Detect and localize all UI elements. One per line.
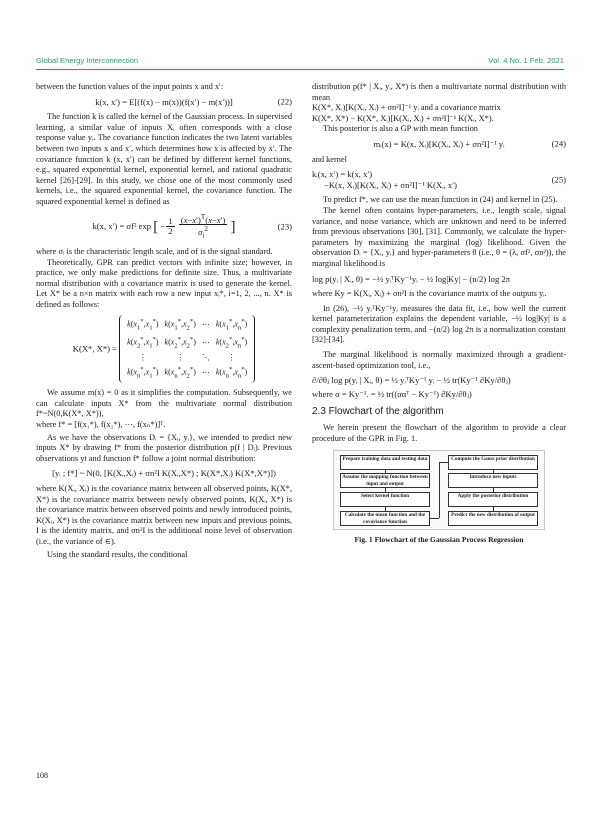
equation-body: mᵢ(x) = K(x, Xᵢ)[K(Xᵢ, Xᵢ) + σn²I]⁻¹ yᵢ	[373, 138, 505, 149]
kernel-matrix: $k(x_1^*,x_1^*)$ $k(x_1^*,x_2^*)$ ⋯ $k(x_1^*,x_n^*)$ $k(x_2^*,x_1^*)$ $k(x_2^*,x_2^*)$ ⋯ $k(x_2^*,x_n^*)$ ⋮ ⋮ ⋱ ⋮ $k(x_n^*,x_1^*)$ $k(x_n^*,x_2^*)$ ⋯ $k(x_n^*,x_n^*)$	[119, 315, 255, 384]
equation-number: (22)	[277, 96, 292, 107]
flow-arrow	[385, 469, 386, 473]
left-column	[36, 82, 292, 560]
equation-line: kᵢ(x, x′) = k(x, x′)	[312, 169, 373, 180]
paragraph: between the function values of the input points x and x′:	[36, 82, 224, 91]
fraction: $\frac{1}{2}$	[168, 216, 173, 237]
flow-arrow	[439, 462, 440, 518]
flow-arrow	[493, 487, 494, 492]
equation-gradient	[312, 375, 566, 399]
paragraph: This posterior is also a GP with mean function	[323, 124, 478, 134]
equation-line: where α = Ky⁻¹. = ½ tr((ααᵀ − Ky⁻¹) ∂Ky/∂θⱼ)	[312, 388, 472, 399]
equation-number: (23)	[277, 221, 292, 232]
paragraph: We herein present the flowchart of the algorithm to provide a clear procedure of the GPR in Fig. 1.	[312, 423, 566, 443]
paragraph: where f* = [f(x₁*), f(x₂*), ⋯, f(xₙ*)]ᵀ.	[36, 420, 166, 430]
equation-22	[36, 97, 292, 108]
paragraph: Theoretically, GPR can predict vectors with infinite size; however, in practice, we only make predictions for definite size. Thus, a multivariate normal distribution with a covariance matrix is used to generate the kernel. Let X* be a n×n matrix with each row a new input xᵢ*, i=1, 2, ..., n. X* is defined as follows:	[36, 257, 292, 309]
flow-arrow	[493, 469, 494, 473]
paragraph: where K(Xᵢ, Xᵢ) is the covariance matrix between all observed points, K(X*, X*) is the covariance matrix between newly observed points, K(Xᵢ, X*) is the covariance matrix between observed points and newly introduced points, K(Xᵢ, X*) is the covariance matrix between new inputs and previous points, I is the identity matrix, and σn²I is the additional noise level of observation (i.e., the variance of ∈).	[36, 484, 292, 546]
equation-lhs: k(x, x′) = σf² exp	[92, 220, 152, 231]
equation-joint-distribution	[36, 468, 292, 479]
equation-kernel-matrix	[36, 315, 292, 384]
flowchart-figure	[333, 450, 545, 530]
paragraph: As we have the observations Dᵢ = {Xᵢ, yᵢ}, we intended to predict new inputs X* by drawing f* from the posterior distribution p(f | Dᵢ). Previous observations yt and function f* follow a joint normal distribution:	[36, 432, 292, 463]
paragraph: The marginal likelihood is normally maximized through a gradient-ascent-based optimization tool, i.e.,	[312, 350, 566, 370]
equation-24	[312, 139, 566, 150]
equation-body: log p(yᵢ | Xᵢ, θ) = −½ yᵢᵀKy⁻¹yᵢ − ½ log|Ky| − (n/2) log 2π	[312, 273, 511, 284]
journal-name: Global Energy Interconnection	[36, 56, 139, 65]
equation-number: (25)	[551, 174, 566, 185]
equation-marginal-likelihood	[312, 274, 566, 285]
flow-arrow	[385, 487, 386, 492]
flow-arrow	[439, 462, 448, 463]
equation-line: −K(x, Xᵢ)[K(Xᵢ, Xᵢ) + σn²I]⁻¹ K(Xᵢ, x′)	[324, 179, 457, 190]
paragraph: The kernel often contains hyper-parameters, i.e., length scale, signal variance, and noise variance, which are unknown and need to be inferred from previous observations [30], [31]. Commonly, we calculate the hyper-parameters by maximizing the marginal (log) likelihood. Given the observation Dᵢ = {Xᵢ, yᵢ} and hyper-parameters θ (i.e., θ = (λ, σf², σn²)), the marginal likelihood is	[312, 205, 566, 268]
flow-box-gauss-prior: Compute the Gauss prior distribution	[448, 455, 538, 470]
right-column	[312, 82, 566, 546]
paragraph: K(X*, Xᵢ)[K(Xᵢ, Xᵢ) + σn²I]⁻¹ yᵢ and a covariance matrix	[312, 103, 501, 113]
paragraph: and kernel	[312, 154, 347, 164]
paragraph: To predict f*, we can use the mean function in (24) and kernel in (25).	[323, 195, 558, 205]
flow-box-mapping-function: Assume the mapping function between input and output	[340, 473, 430, 488]
equation-line: ∂/∂θⱼ log p(yᵢ | Xᵢ, θ) = ½ yᵢᵀKy⁻¹ yᵢ − ½ tr(Ky⁻¹ ∂Ky/∂θⱼ)	[312, 375, 511, 386]
figure-caption: Fig. 1 Flowchart of the Gaussian Process Regression	[354, 535, 524, 545]
paragraph: where σᵢ is the characteristic length scale, and σf is the signal standard.	[36, 246, 273, 256]
equation-number: (24)	[551, 138, 566, 149]
paragraph: The function k is called the kernel of the Gaussian process. In supervised learning, a similar value of inputs Xᵢ often corresponds with a close response value yᵢ. The covariance function indicates the two latent variables between two inputs x and x′, which determines how x is affected by x′. The covariance function k (x, x′) can be defined by different kernel functions, e.g., squared exponential kernel, exponential kernel, and rational quadratic kernel [26]-[29]. In this study, we chose one of the most commonly used kernels, i.e., the squared exponential kernel, the covariance function. The squared exponential kernel is defined as	[36, 112, 292, 206]
flow-arrow	[493, 506, 494, 511]
equation-body: k(x, x′) = E[(f(x) − m(x))(f(x′) − m(x′))]	[95, 96, 233, 107]
header-rule	[36, 69, 564, 70]
equation-25	[312, 169, 566, 190]
page-number: 108	[36, 771, 48, 780]
paragraph: K(X*, X*) − K(X*, Xᵢ)[K(Xᵢ, Xᵢ) + σn²I]⁻¹ K(Xᵢ, X*).	[312, 113, 494, 123]
flow-arrow	[385, 506, 386, 511]
flow-box-posterior: Apply the posterior distribution	[448, 492, 538, 507]
running-header	[36, 56, 564, 70]
flow-box-new-inputs: Introduce new inputs	[448, 473, 538, 488]
paragraph: In (26), −½ yᵢᵀKy⁻¹yᵢ measures the data fit, i.e., how well the current kernel parameterization explains the dependent variable, −½ log|Ky| is a complexity penalization term, and −(n/2) log 2π is a normalization constant [32]-[34].	[312, 303, 566, 345]
paragraph: Using the standard results, the conditional	[47, 549, 188, 559]
equation-23: k(x, x′) = σf² exp [ − $\frac{1}{2}$ $\frac{(x-x')^T(x-x')}{\sigma_i^2}$ ] (23)	[92, 212, 292, 240]
flow-arrow	[430, 518, 439, 519]
paragraph: We assume m(x) = 0 as it simplifies the computation. Subsequently, we can calculate inputs X* from the multivariate normal distribution f*~N(0,K(X*, X*)),	[36, 388, 292, 419]
paragraph: distribution p(f* | Xᵢ, yᵢ, X*) is then a multivariate normal distribution with mean	[312, 82, 566, 102]
fraction: $\frac{(x-x')^T(x-x')}{\sigma_i^2}$	[180, 212, 226, 240]
issue-info: Vol. 4 No. 1 Feb. 2021	[488, 56, 564, 65]
section-heading: 2.3 Flowchart of the algorithm	[312, 406, 444, 418]
equation-lhs: K(X*, X*) =	[72, 342, 118, 353]
equation-body: [yᵢ ; f*] ~ N(0, [K(Xᵢ,Xᵢ) + σn²I K(Xᵢ,X*) ; K(X*,Xᵢ) K(X*,X*)])	[52, 468, 276, 479]
flow-box-mean-covariance: Calculate the mean function and the covariance function	[340, 511, 430, 526]
flow-box-select-kernel: Select kernel function	[340, 492, 430, 507]
paragraph: where Ky = K(Xᵢ, Xᵢ) + σn²I is the covariance matrix of the outputs yᵢ.	[312, 289, 547, 299]
flow-box-prepare-data: Prepare training data and testing data	[340, 455, 430, 470]
flow-box-predict-output: Predict the new distribution of output	[448, 511, 538, 526]
